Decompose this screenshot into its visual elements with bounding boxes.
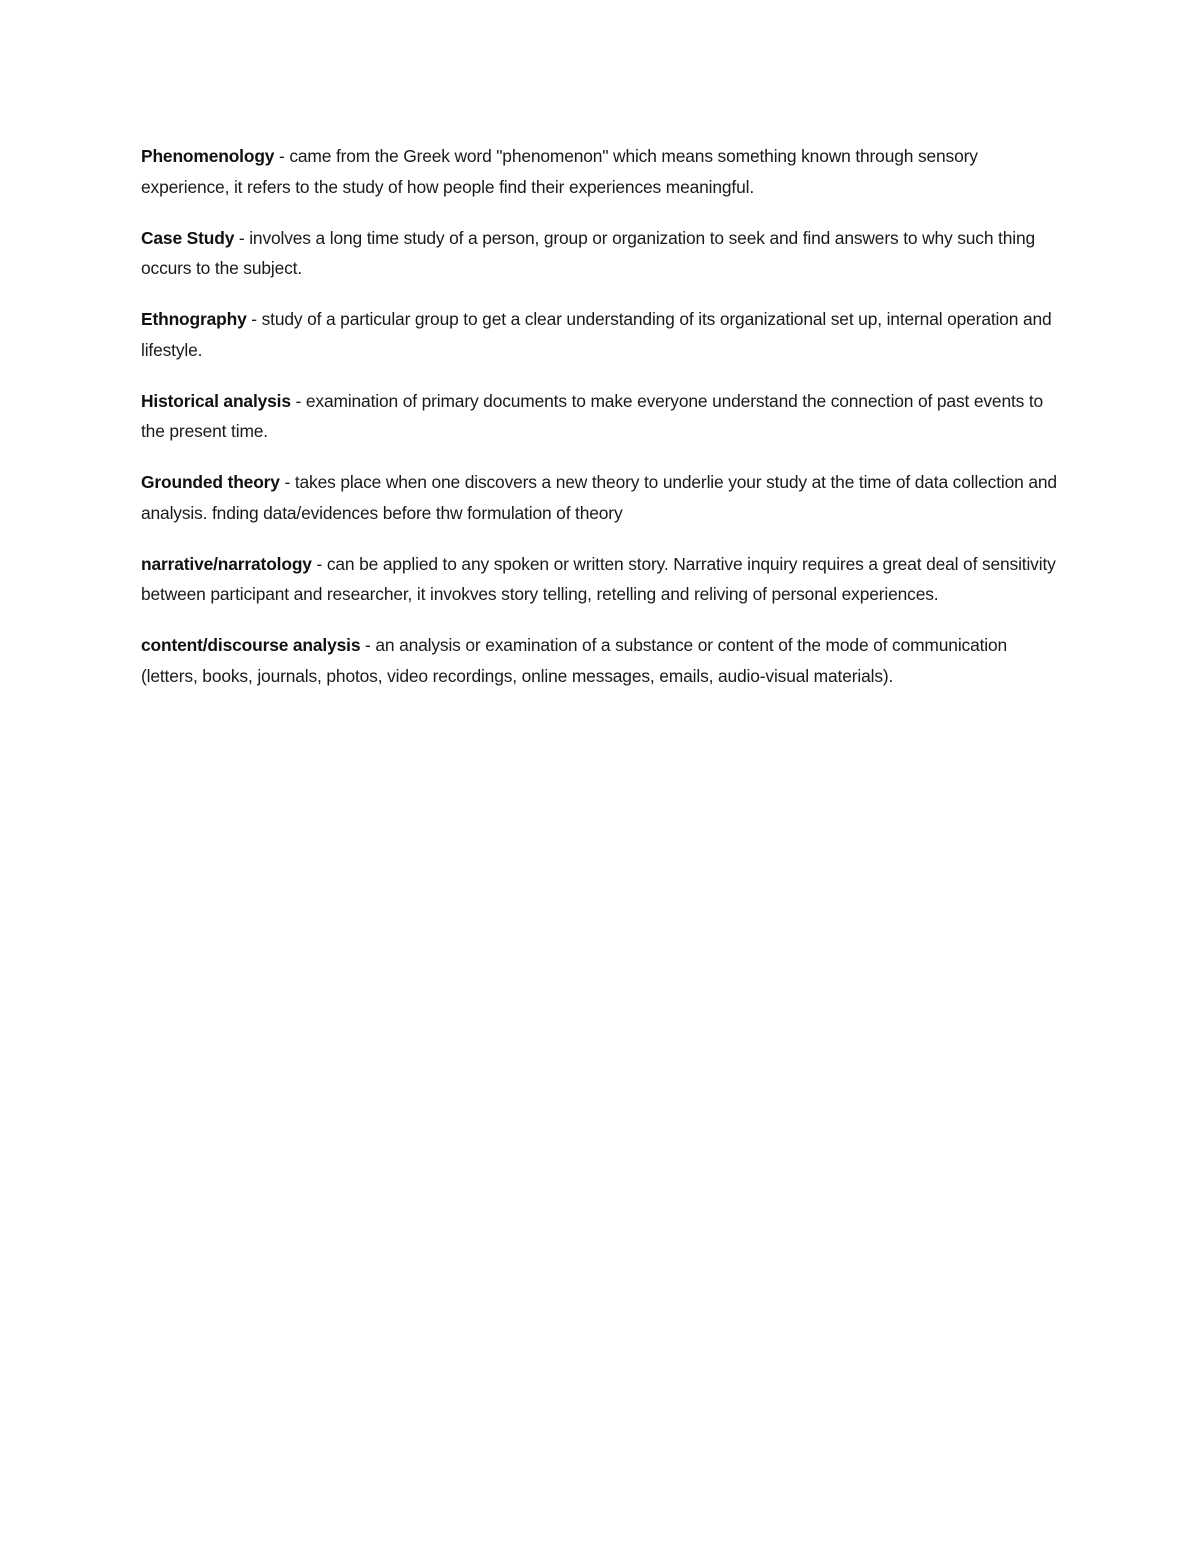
- entry-term: Ethnography: [141, 309, 247, 329]
- document-body: [141, 141, 1061, 712]
- entry-definition: - study of a particular group to get a clear understanding of its organizational set up, internal operation and lifestyle.: [141, 309, 1052, 360]
- entry-term: content/discourse analysis: [141, 635, 361, 655]
- entry-content-discourse-analysis: [141, 630, 1061, 691]
- entry-grounded-theory: [141, 467, 1061, 528]
- entry-term: Grounded theory: [141, 472, 280, 492]
- entry-term: Case Study: [141, 227, 235, 248]
- entry-historical-analysis: [141, 386, 1061, 447]
- entry-term: Historical analysis: [141, 390, 291, 411]
- entry-definition: - takes place when one discovers a new theory to underlie your study at the time of data collection and analysis. fnding data/evidences before thw formulation of theory: [141, 472, 1057, 523]
- entry-definition: - came from the Greek word "phenomenon" which means something known through sensory experience, it refers to the study of how people find their experiences meaningful.: [141, 146, 978, 197]
- entry-definition: - an analysis or examination of a substance or content of the mode of communication (letters, books, journals, photos, video recordings, online messages, emails, audio-visual materials).: [141, 635, 1008, 686]
- entry-definition: - can be applied to any spoken or written story. Narrative inquiry requires a great deal of sensitivity between participant and researcher, it invokves story telling, retelling and reliving of personal experiences.: [141, 553, 1056, 604]
- entry-phenomenology: [141, 141, 1061, 202]
- entry-term: Phenomenology: [141, 146, 275, 166]
- entry-case-study: [141, 223, 1061, 284]
- entry-definition: - examination of primary documents to make everyone understand the connection of past events to the present time.: [141, 390, 1044, 441]
- entry-definition: - involves a long time study of a person, group or organization to seek and find answers to why such thing occurs to the subject.: [141, 227, 1036, 278]
- entry-narrative: [141, 549, 1061, 610]
- entry-ethnography: [141, 304, 1061, 365]
- entry-term: narrative/narratology: [141, 553, 312, 574]
